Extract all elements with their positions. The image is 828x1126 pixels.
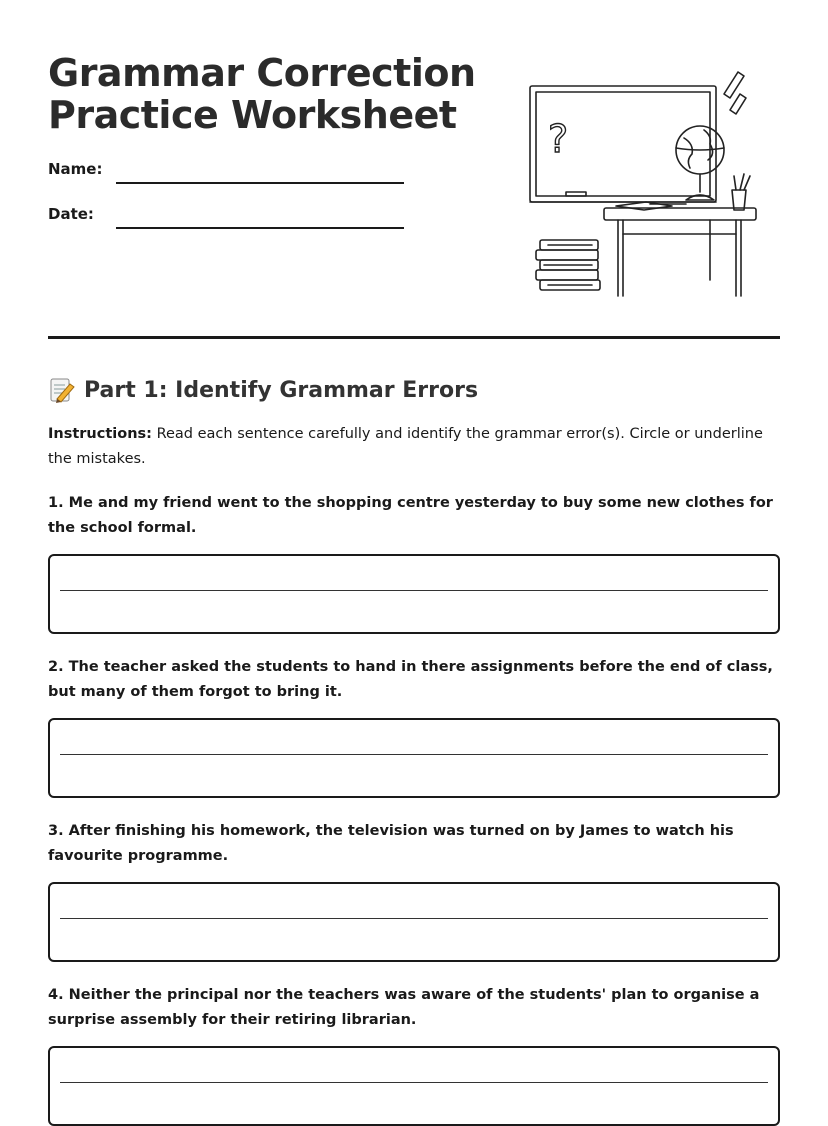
instructions <box>48 422 768 472</box>
question-2: 2. The teacher asked the students to hand in there assignments before the end of class, but many of them forgot to bring it. <box>48 659 773 700</box>
date-blank-line[interactable] <box>116 227 404 229</box>
instructions-text: Read each sentence carefully and identify the grammar error(s). Circle or underline the mistakes. <box>48 426 763 467</box>
instructions-label: Instructions: <box>48 426 152 442</box>
part1-heading-text: Part 1: Identify Grammar Errors <box>84 377 479 403</box>
answer-line <box>60 754 768 755</box>
answer-line <box>60 1082 768 1083</box>
answer-line <box>60 590 768 591</box>
name-label: Name: <box>48 160 103 178</box>
memo-pencil-icon <box>48 376 76 404</box>
question-1: 1. Me and my friend went to the shopping centre yesterday to buy some new clothes for the school formal. <box>48 495 773 536</box>
chalkboard-question-mark: ? <box>548 117 569 161</box>
pencil-cup-icon <box>732 190 746 210</box>
answer-box-1[interactable] <box>48 554 780 634</box>
answer-box-2[interactable] <box>48 718 780 798</box>
book-stack-icon <box>536 240 600 290</box>
date-field <box>48 205 408 235</box>
question-4: 4. Neither the principal nor the teachers was aware of the students' plan to organise a surprise assembly for their retiring librarian. <box>48 987 760 1028</box>
classroom-illustration <box>526 68 762 300</box>
question-3: 3. After finishing his homework, the television was turned on by James to watch his favourite programme. <box>48 823 734 864</box>
answer-box-3[interactable] <box>48 882 780 962</box>
name-blank-line[interactable] <box>116 182 404 184</box>
section-divider <box>48 336 780 339</box>
name-field <box>48 160 408 190</box>
part1-heading <box>48 374 478 406</box>
answer-box-4[interactable] <box>48 1046 780 1126</box>
date-label: Date: <box>48 205 94 223</box>
worksheet-title: Grammar Correction Practice Worksheet <box>48 51 476 137</box>
answer-line <box>60 918 768 919</box>
